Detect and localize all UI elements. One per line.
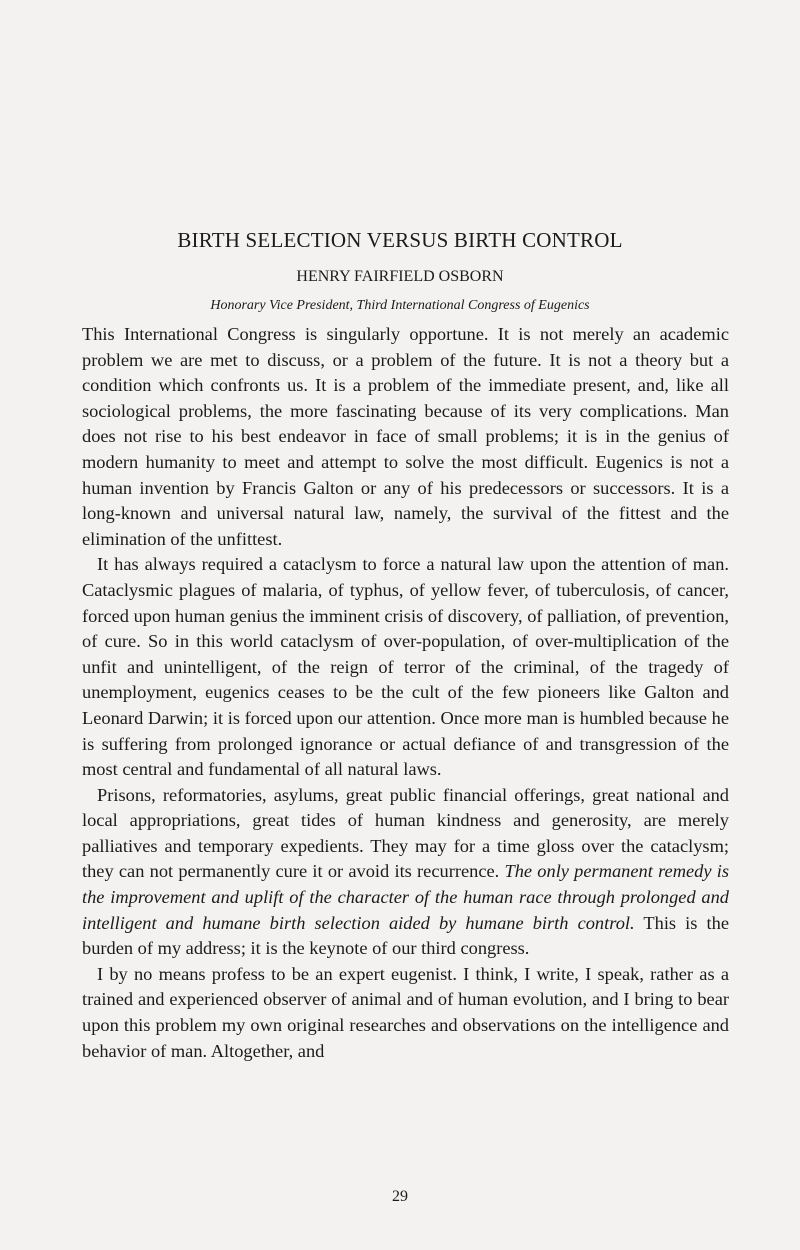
paragraph-3 [82, 783, 729, 962]
author-name: HENRY FAIRFIELD OSBORN [296, 268, 504, 285]
emphasized-thesis: The only permanent remedy is the improvement and uplift of the character of the human race through prolonged and intelligent and humane birth selection aided by humane birth control. [82, 861, 730, 933]
page-number: 29 [392, 1188, 408, 1205]
paragraph-3-text: Prisons, reformatories, asylums, great public financial offerings, great national and local appropriations, great tides of human kindness and generosity, are merely palliatives and temporary expedients. They may for a time gloss over the cataclysm; they can not permanently cure it or avoid its recurrence. [82, 784, 729, 882]
article-title: BIRTH SELECTION VERSUS BIRTH CONTROL [177, 228, 623, 252]
author-affiliation: Honorary Vice President, Third International Congress of Eugenics [210, 298, 590, 313]
paragraph-2: It has always required a cataclysm to force a natural law upon the attention of man. Cataclysmic plagues of malaria, of typhus, of yellow fever, of tuberculosis, of cancer, forced upon human genius the imminent crisis of discovery, of palliation, of prevention, of cure. So in this world cataclysm of over-population, of over-multiplication of the unfit and unintelligent, of the reign of terror of the criminal, of the tragedy of unemployment, eugenics ceases to be the cult of the few pioneers like Galton and Leonard Darwin; it is forced upon our attention. Once more man is humbled because he is suffering from prolonged ignorance or actual defiance of and transgression of the most central and fundamental of all natural laws. [82, 554, 729, 780]
article-body [82, 322, 729, 1064]
paragraph-4: I by no means profess to be an expert eugenist. I think, I write, I speak, rather as a trained and experienced observer of animal and of human evolution, and I bring to bear upon this problem my own original researches and observations on the intelligence and behavior of man. Altogether, and [82, 963, 729, 1061]
paragraph-3-text-end: This is the burden of my address; it is the keynote of our third congress. [82, 912, 730, 959]
paragraph-1: This International Congress is singularly opportune. It is not merely an academic problem we are met to discuss, or a problem of the future. It is not a theory but a condition which confronts us. It is a problem of the immediate present, and, like all sociological problems, the more fascinating because of its very complications. Man does not rise to his best endeavor in face of small problems; it is in the genius of modern humanity to meet and attempt to solve the most difficult. Eugenics is not a human invention by Francis Galton or any of his predecessors or successors. It is a long-known and universal natural law, namely, the survival of the fittest and the elimination of the unfittest. [82, 324, 729, 549]
